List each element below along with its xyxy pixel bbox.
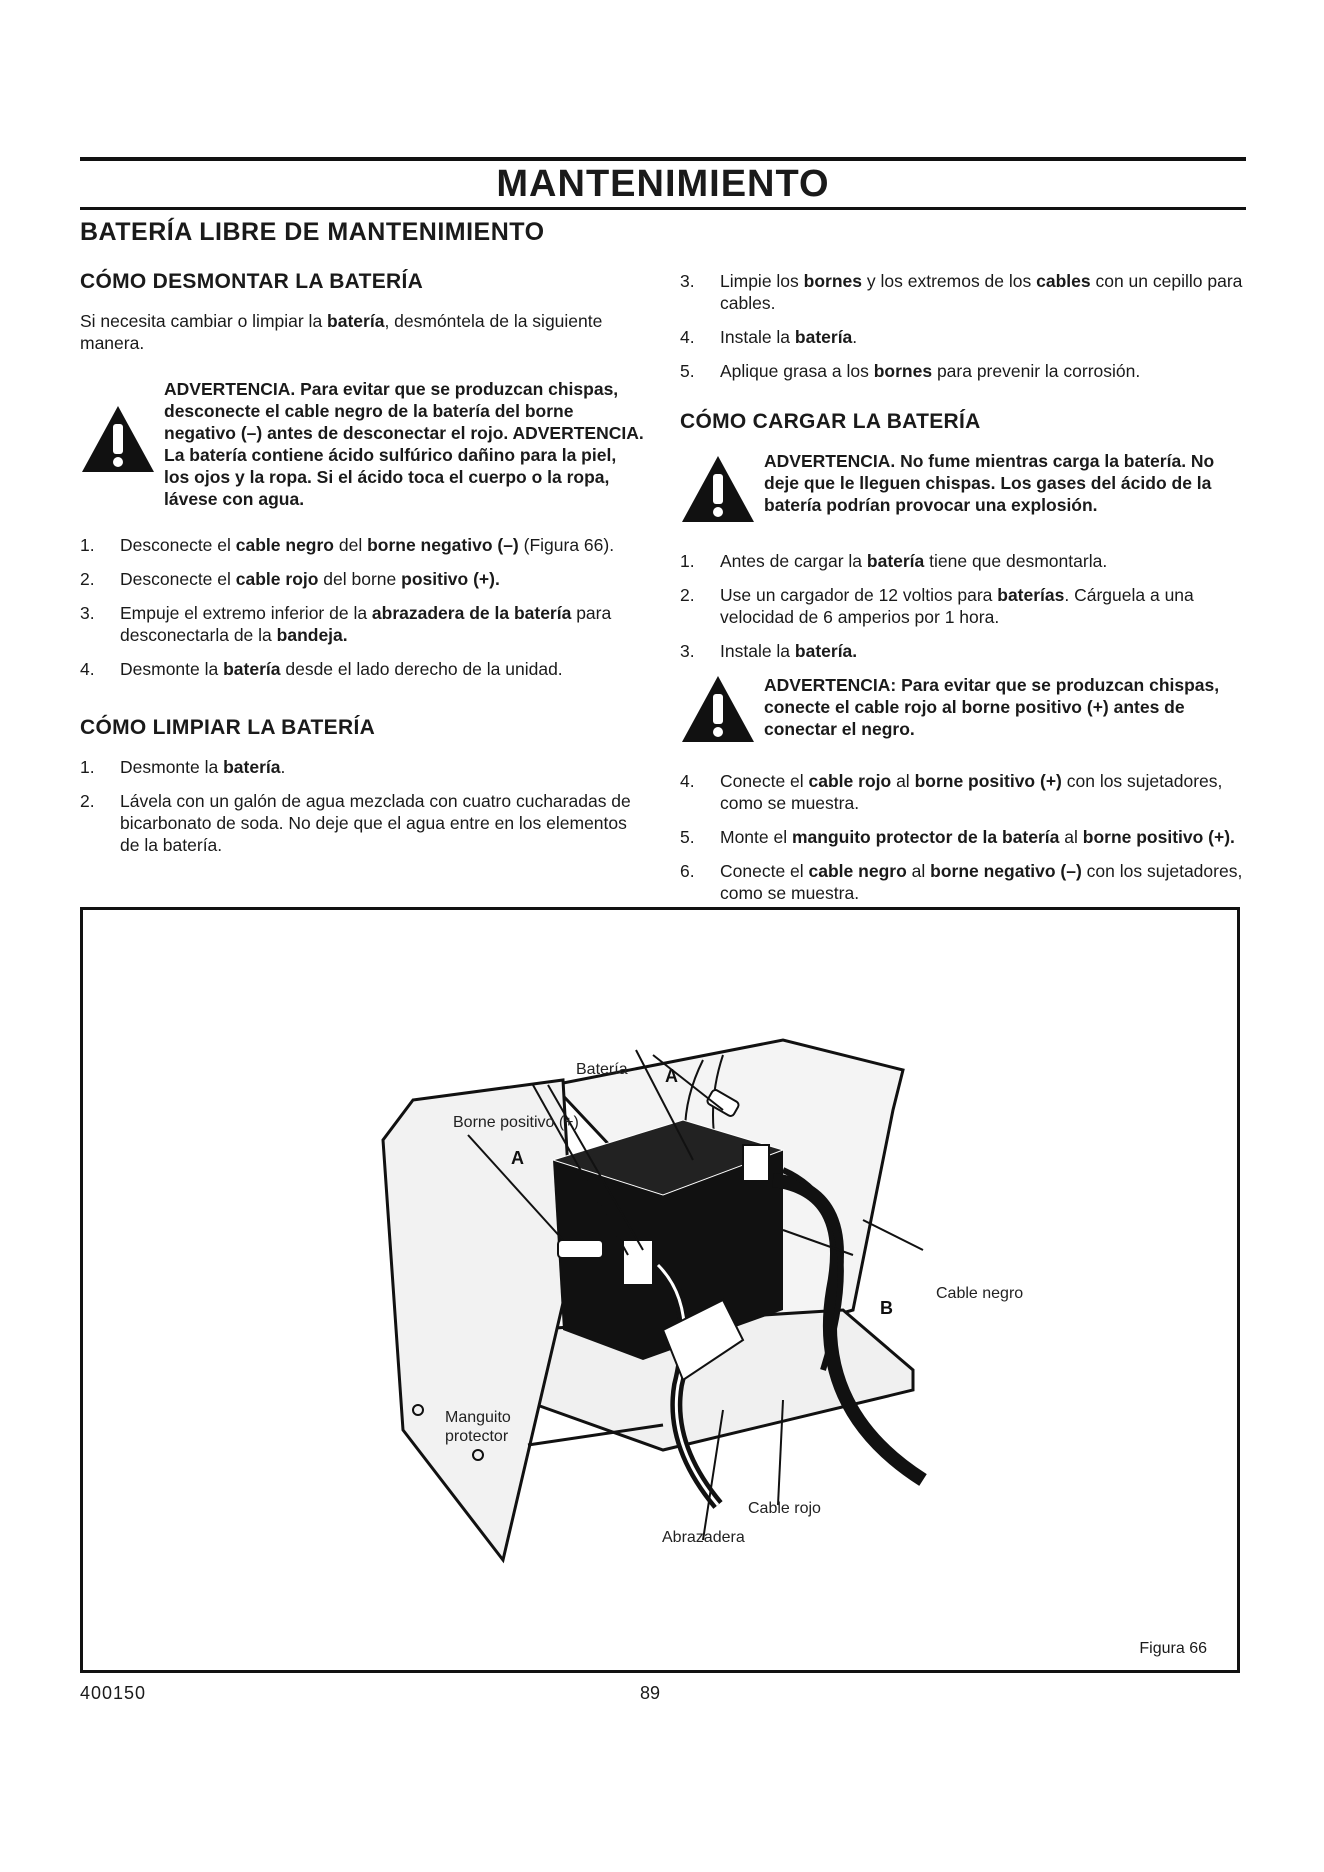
step-plain: del borne <box>318 569 402 589</box>
step-number: 1. <box>680 551 695 571</box>
step-number: 5. <box>680 361 695 381</box>
left-column <box>80 270 646 868</box>
step-plain: Instale la <box>720 641 795 661</box>
step-item <box>80 756 646 778</box>
charge-warning-1 <box>680 450 1246 526</box>
step-plain: desde el lado derecho de la unidad. <box>280 659 563 679</box>
label-b: B <box>880 1298 893 1318</box>
step-plain: . <box>280 757 286 777</box>
step-number: 1. <box>80 757 95 777</box>
step-number: 2. <box>80 569 95 589</box>
step-plain: y los extremos de los <box>862 271 1037 291</box>
step-bold: bandeja. <box>276 625 348 645</box>
step-text <box>720 860 1246 904</box>
step-item <box>680 640 1246 662</box>
step-text <box>120 658 646 680</box>
header-rule-bottom <box>80 207 1246 210</box>
step-plain: Conecte el <box>720 771 809 791</box>
step-plain: Instale la <box>720 327 795 347</box>
warning-triangle-icon <box>80 404 160 476</box>
step-plain: Limpie los <box>720 271 804 291</box>
clean-steps-right <box>680 270 1246 382</box>
label-manguito: Manguito protector <box>445 1409 511 1445</box>
right-column <box>680 270 1246 916</box>
clean-steps-left <box>80 756 646 856</box>
step-number: 4. <box>80 659 95 679</box>
step-bold: batería <box>794 327 853 347</box>
label-cable-negro: Cable negro <box>936 1285 1024 1302</box>
step-item <box>80 534 646 556</box>
step-number: 3. <box>680 271 695 291</box>
step-item <box>680 270 1246 314</box>
step-plain: Aplique grasa a los <box>720 361 874 381</box>
step-plain: Desmonte la <box>120 659 224 679</box>
footer-doc-id: 400150 <box>80 1683 147 1703</box>
step-bold: borne negativo (–) <box>930 861 1082 881</box>
charge-warning-1-text: ADVERTENCIA. No fume mientras carga la batería. No deje que le lleguen chispas. Los gases del ácido de la batería podrían provocar una explosión. <box>764 451 1215 515</box>
step-text <box>720 826 1246 848</box>
step-number: 4. <box>680 327 695 347</box>
step-number: 3. <box>80 603 95 623</box>
step-plain: Desconecte el <box>120 535 236 555</box>
step-text <box>720 770 1246 814</box>
step-text <box>120 602 646 646</box>
step-bold: cable negro <box>235 535 334 555</box>
remove-warning <box>80 378 646 510</box>
footer-page-number: 89 <box>640 1683 661 1703</box>
step-item <box>680 826 1246 848</box>
step-plain: para prevenir la corrosión. <box>932 361 1141 381</box>
intro-text: Si necesita cambiar o limpiar la <box>80 311 328 331</box>
charge-heading: CÓMO CARGAR LA BATERÍA <box>680 410 981 433</box>
step-item <box>680 326 1246 348</box>
step-number: 6. <box>680 861 695 881</box>
step-bold: batería. <box>794 641 858 661</box>
step-text <box>720 550 1246 572</box>
step-text <box>720 640 1246 662</box>
step-number: 4. <box>680 771 695 791</box>
remove-warning-text: ADVERTENCIA. Para evitar que se produzcan chispas, desconecte el cable negro de la batería del borne negativo (–) antes de desconectar el rojo. ADVERTENCIA. La batería contiene ácido sulfúrico dañino para la piel, los ojos y la ropa. Si el ácido toca el cuerpo o la ropa, lávese con agua. <box>164 379 644 509</box>
charge-warning-2 <box>680 674 1246 746</box>
label-cable-rojo: Cable rojo <box>748 1500 821 1517</box>
step-item <box>680 770 1246 814</box>
step-bold: batería <box>866 551 925 571</box>
step-item <box>80 658 646 680</box>
step-text <box>120 568 646 590</box>
step-plain: tiene que desmontarla. <box>924 551 1108 571</box>
step-plain: . <box>852 327 858 347</box>
step-plain: Desmonte la <box>120 757 224 777</box>
step-plain: Conecte el <box>720 861 809 881</box>
step-text <box>120 756 646 778</box>
step-bold: borne positivo (+). <box>1082 827 1235 847</box>
step-plain: Use un cargador de 12 voltios para <box>720 585 998 605</box>
step-plain: Monte el <box>720 827 792 847</box>
label-a-top: A <box>665 1066 678 1086</box>
step-number: 1. <box>80 535 95 555</box>
step-plain: con un cepillo para cables. <box>720 271 1243 313</box>
step-text <box>120 534 646 556</box>
step-bold: bornes <box>803 271 863 291</box>
step-bold: cables <box>1036 271 1091 291</box>
step-bold: abrazadera de la batería <box>371 603 572 623</box>
step-plain: Antes de cargar la <box>720 551 867 571</box>
step-bold: borne negativo (–) <box>367 535 519 555</box>
step-number: 3. <box>680 641 695 661</box>
step-number: 2. <box>680 585 695 605</box>
step-plain: (Figura 66). <box>518 535 615 555</box>
step-bold: positivo (+). <box>401 569 500 589</box>
step-item <box>80 602 646 646</box>
step-item <box>680 860 1246 904</box>
step-plain: Lávela con un galón de agua mezclada con cuatro cucharadas de bicarbonato de soda. No deje que el agua entre en los elementos de la batería. <box>120 791 631 855</box>
step-plain: Desconecte el <box>120 569 236 589</box>
step-item <box>80 790 646 856</box>
clean-heading: CÓMO LIMPIAR LA BATERÍA <box>80 716 376 739</box>
figure-66 <box>80 907 1240 1673</box>
step-bold: cable negro <box>808 861 907 881</box>
step-bold: batería <box>223 757 281 777</box>
step-plain: al <box>1059 827 1083 847</box>
step-plain: al <box>906 861 931 881</box>
label-borne-positivo: Borne positivo (+) <box>453 1114 579 1131</box>
step-bold: batería <box>223 659 281 679</box>
step-item <box>680 550 1246 572</box>
step-bold: bornes <box>873 361 933 381</box>
remove-steps <box>80 534 646 680</box>
step-bold: cable rojo <box>808 771 892 791</box>
step-number: 2. <box>80 791 95 811</box>
step-item <box>80 568 646 590</box>
page-title: MANTENIMIENTO <box>496 163 830 205</box>
charge-warning-2-text: ADVERTENCIA: Para evitar que se produzcan chispas, conecte el cable rojo al borne positivo (+) antes de conectar el negro. <box>764 675 1220 739</box>
step-bold: manguito protector de la batería <box>791 827 1060 847</box>
step-plain: Empuje el extremo inferior de la <box>120 603 372 623</box>
remove-heading: CÓMO DESMONTAR LA BATERÍA <box>80 270 424 293</box>
step-plain: para desconectarla de la <box>120 603 612 645</box>
intro-text-end: , desmóntela de la siguiente manera. <box>80 311 603 353</box>
step-text <box>120 790 646 856</box>
intro-bold: batería <box>327 311 385 331</box>
step-text <box>720 270 1246 314</box>
battery-illustration <box>83 910 1237 1670</box>
step-plain: . Cárguela a una velocidad de 6 amperios por 1 hora. <box>720 585 1194 627</box>
step-plain: del <box>334 535 368 555</box>
step-plain: con los sujetadores, como se muestra. <box>720 861 1243 903</box>
step-bold: cable rojo <box>235 569 319 589</box>
warning-triangle-icon <box>680 674 760 746</box>
label-a-left: A <box>511 1148 524 1168</box>
label-abrazadera: Abrazadera <box>662 1529 745 1546</box>
step-plain: con los sujetadores, como se muestra. <box>720 771 1223 813</box>
step-item <box>680 584 1246 628</box>
label-bateria: Batería <box>576 1061 628 1078</box>
step-plain: al <box>891 771 915 791</box>
charge-steps-a <box>680 550 1246 662</box>
remove-intro <box>80 310 646 354</box>
step-bold: baterías <box>997 585 1065 605</box>
step-text <box>720 326 1246 348</box>
charge-steps-b <box>680 770 1246 904</box>
step-item <box>680 360 1246 382</box>
step-number: 5. <box>680 827 695 847</box>
step-text <box>720 584 1246 628</box>
step-bold: borne positivo (+) <box>914 771 1062 791</box>
section-title: BATERÍA LIBRE DE MANTENIMIENTO <box>80 218 545 246</box>
header-rule-top <box>80 157 1246 161</box>
figure-caption: Figura 66 <box>1139 1640 1207 1657</box>
step-text <box>720 360 1246 382</box>
warning-triangle-icon <box>680 454 760 526</box>
